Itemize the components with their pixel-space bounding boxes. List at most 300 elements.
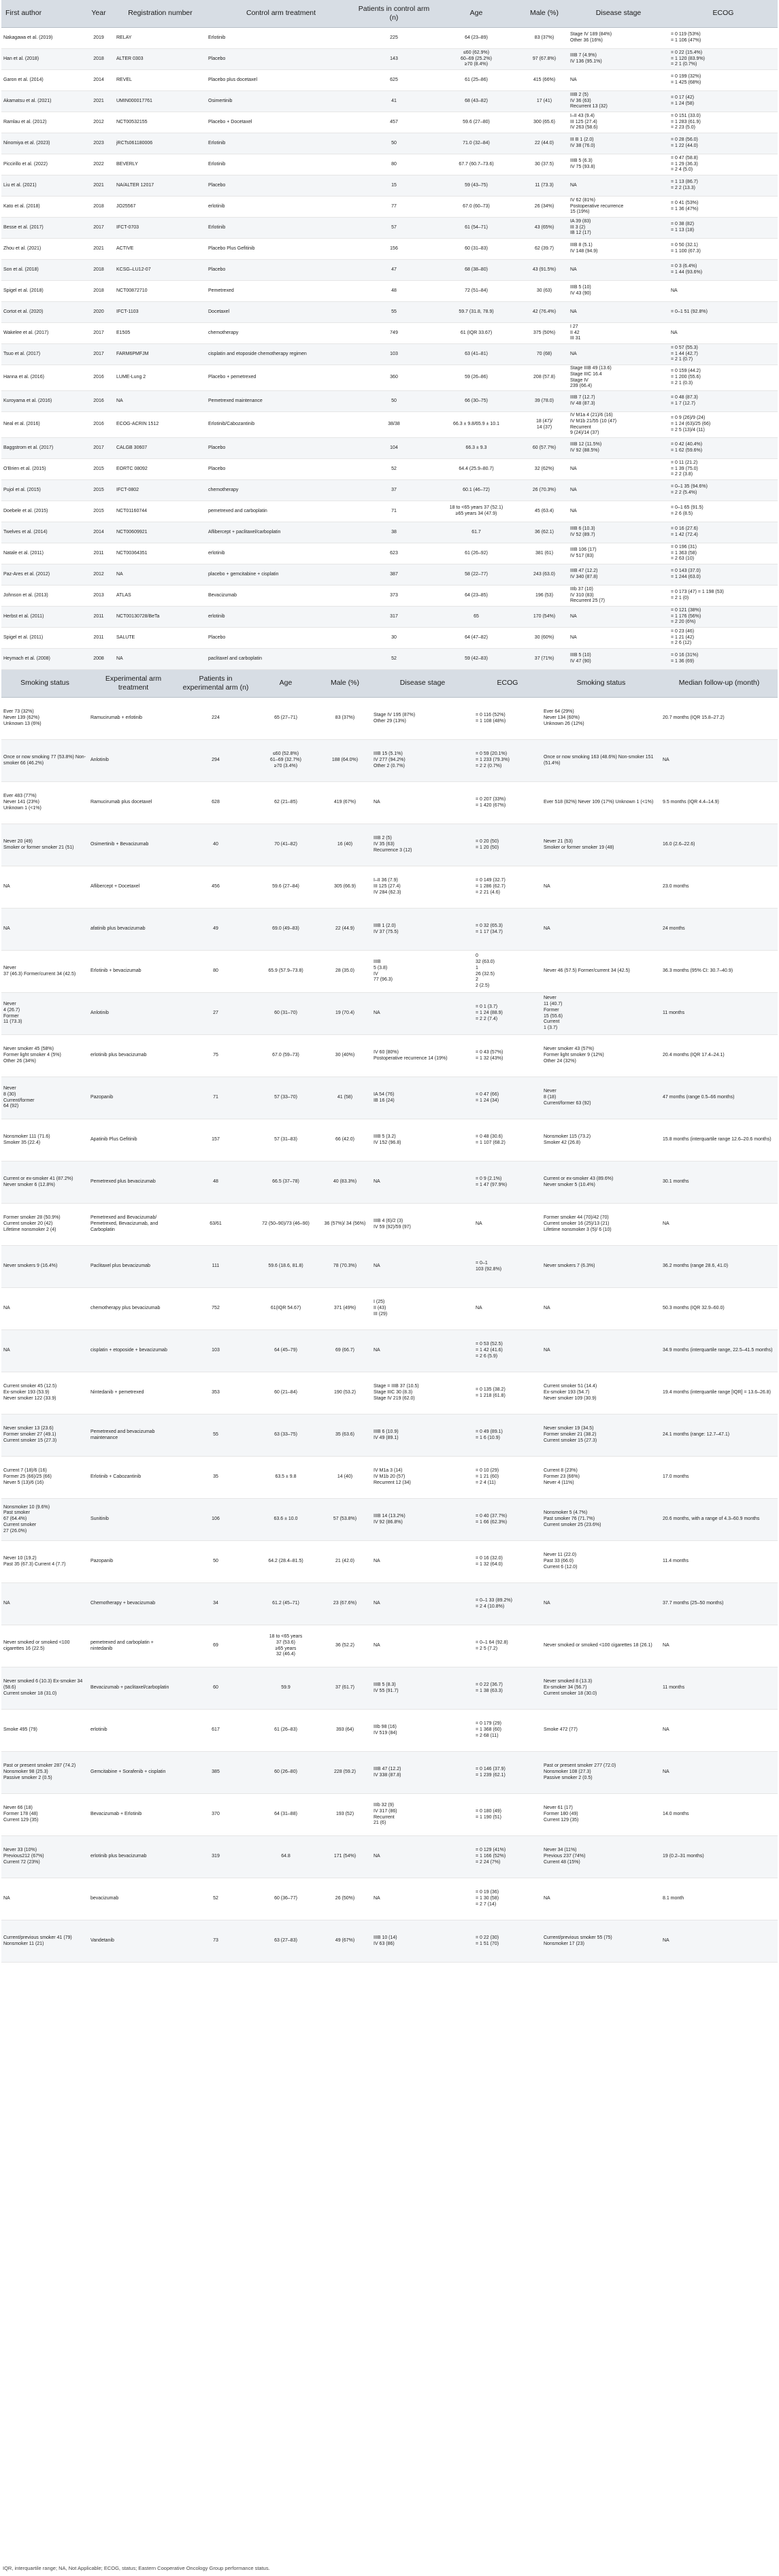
table-cell: LUME-Lung 2: [114, 365, 206, 391]
table-cell: 64 (45–79): [253, 1330, 318, 1372]
table-cell: 623: [356, 543, 432, 564]
table-cell: 64 (47–82): [432, 628, 520, 649]
table-cell: Pemetrexed plus bevacizumab: [88, 1162, 178, 1204]
table-cell: 66 (42.0): [318, 1119, 371, 1162]
table-cell: = 0 207 (33%) = 1 420 (67%): [474, 782, 542, 824]
table-experimental-arm: [1, 670, 778, 1963]
table-cell: = 0 53 (52.5) = 1 42 (41.6) = 2 6 (5.9): [474, 1330, 542, 1372]
table-cell: NA: [669, 323, 778, 344]
table-cell: 61.7: [432, 522, 520, 543]
table-cell: 60 (36–77): [253, 1878, 318, 1920]
table-cell: NCT00609921: [114, 522, 206, 543]
table-cell: = 0 57 (55.3) = 1 44 (42.7) = 2 1 (0.7): [669, 344, 778, 365]
table-cell: 17.0 months: [661, 1457, 778, 1499]
table-cell: NA: [1, 1878, 88, 1920]
table-row: [1, 740, 778, 782]
table-cell: 78 (70.3%): [318, 1246, 371, 1288]
table-row: [1, 824, 778, 866]
table-cell: O'Brien et al. (2015): [1, 459, 83, 480]
table-cell: 26 (34%): [520, 197, 568, 218]
table-cell: Never 61 (17) Former 180 (49) Current 129 (35): [542, 1794, 661, 1836]
table-cell: Pemetrexed and bevacizumab maintenance: [88, 1414, 178, 1457]
table-cell: 628: [178, 782, 253, 824]
table-cell: Osimertinib: [206, 91, 356, 112]
table-cell: 2011: [83, 628, 114, 649]
table-cell: 61 (IQR 33.67): [432, 323, 520, 344]
column-header: Patients in experimental arm (n): [178, 670, 253, 698]
table-cell: 2015: [83, 501, 114, 522]
table-cell: UMIN000017761: [114, 91, 206, 112]
table-cell: 37.7 months (25–50 months): [661, 1583, 778, 1625]
table-cell: 19.4 months (interquartile range [IQR] = 13.6–26.8): [661, 1372, 778, 1414]
table-cell: 38/38: [356, 412, 432, 438]
table-cell: 375 (50%): [520, 323, 568, 344]
table-cell: Anlotinib: [88, 740, 178, 782]
table-cell: Bevacizumab + paclitaxel/carboplatin: [88, 1667, 178, 1710]
table-cell: NA: [1, 866, 88, 909]
table-cell: = 0 59 (20.1%) = 1 233 (79.3%) = 2 2 (0.7%): [474, 740, 542, 782]
table-cell: NA: [568, 344, 669, 365]
table-cell: BEVERLY: [114, 154, 206, 175]
table-cell: 103: [356, 344, 432, 365]
table-cell: 43 (91.5%): [520, 260, 568, 281]
table-cell: Liu et al. (2021): [1, 175, 83, 197]
table-cell: 60 (31–70): [253, 993, 318, 1035]
table-cell: 9.5 months (IQR 4.4–14.9): [661, 782, 778, 824]
table-cell: bevacizumab: [88, 1878, 178, 1920]
table-cell: Erlotinib + Cabozantinib: [88, 1457, 178, 1499]
table-cell: = 0 135 (38.2) = 1 218 (61.8): [474, 1372, 542, 1414]
table-cell: 170 (54%): [520, 607, 568, 628]
table-cell: Once or now smoking 163 (48.6%) Non-smoker 151 (51.4%): [542, 740, 661, 782]
table-cell: = 0–1 35 (94.6%) = 2 2 (5.4%): [669, 480, 778, 501]
table-cell: 373: [356, 586, 432, 607]
table-cell: 156: [356, 239, 432, 260]
table-cell: chemotherapy: [206, 323, 356, 344]
table-cell: IIIB 1 (2.0) IV 37 (75.5): [371, 909, 474, 951]
table-cell: jRCTs061180006: [114, 133, 206, 154]
table-cell: 63/61: [178, 1204, 253, 1246]
table-cell: 64.8: [253, 1836, 318, 1878]
table-cell: ≤60 (52.8%) 61–69 (32.7%) ≥70 (3.4%): [253, 740, 318, 782]
table-cell: = 0 11 (21.2) = 1 39 (75.0) = 2 2 (3.8): [669, 459, 778, 480]
table-cell: 59.9: [253, 1667, 318, 1710]
table-cell: 66 (30–75): [432, 391, 520, 412]
table-cell: 71: [356, 501, 432, 522]
table-cell: 457: [356, 112, 432, 133]
table-cell: 73: [178, 1920, 253, 1963]
table-cell: = 0–1 64 (92.8) = 2 5 (7.2): [474, 1625, 542, 1667]
table-cell: = 0 180 (49) = 1 190 (51): [474, 1794, 542, 1836]
table-cell: IIIB 6 (10.3) IV 52 (89.7): [568, 522, 669, 543]
table-cell: 111: [178, 1246, 253, 1288]
table-cell: 625: [356, 70, 432, 91]
table-cell: = 0 9 (2.1%) = 1 47 (97.9%): [474, 1162, 542, 1204]
table-cell: 41 (58): [318, 1077, 371, 1119]
table-cell: 32 (62%): [520, 459, 568, 480]
table-cell: Never smoked 8 (13.3) Ex-smoker 34 (56.7) Current smoker 18 (30.0): [542, 1667, 661, 1710]
table-cell: 393 (64): [318, 1710, 371, 1752]
table-cell: 43 (65%): [520, 218, 568, 239]
table-row: [1, 951, 778, 993]
column-header: Registration number: [114, 0, 206, 28]
table-cell: 48: [178, 1162, 253, 1204]
table-cell: 317: [356, 607, 432, 628]
table-cell: 2016: [83, 391, 114, 412]
table-cell: Osimertinib + Bevacizumab: [88, 824, 178, 866]
table-cell: Current or ex-smoker 41 (87.2%) Never smoker 6 (12.8%): [1, 1162, 88, 1204]
table-cell: erlotinib: [206, 543, 356, 564]
table-cell: Never smoked or smoked <100 cigarettes 18 (26.1): [542, 1625, 661, 1667]
table-cell: Bevacizumab: [206, 586, 356, 607]
table-cell: 61 (26–83): [253, 1710, 318, 1752]
table-row: [1, 1162, 778, 1204]
table-cell: 38: [356, 522, 432, 543]
table-cell: 2018: [83, 260, 114, 281]
table-cell: = 0–1 103 (92.8%): [474, 1246, 542, 1288]
table-cell: Placebo plus docetaxel: [206, 70, 356, 91]
table-cell: Vandetanib: [88, 1920, 178, 1963]
table-row: [1, 1330, 778, 1372]
table-cell: Never 33 (10%) Previous212 (67%) Current 72 (23%): [1, 1836, 88, 1878]
table-cell: = 0 43 (57%) = 1 32 (43%): [474, 1035, 542, 1077]
table-cell: 50: [356, 133, 432, 154]
table-row: [1, 1541, 778, 1583]
table-cell: = 0 48 (87.3) = 1 7 (12.7): [669, 391, 778, 412]
table-cell: 749: [356, 323, 432, 344]
table-cell: 27: [178, 993, 253, 1035]
table-cell: = 0 16 (27.6) = 1 42 (72.4): [669, 522, 778, 543]
column-header: ECOG: [669, 0, 778, 28]
column-header: Experimental arm treatment: [88, 670, 178, 698]
table-cell: Johnson et al. (2013): [1, 586, 83, 607]
table-cell: 83 (37%): [520, 28, 568, 49]
table-cell: 2018: [83, 49, 114, 70]
table-cell: NA: [1, 1288, 88, 1330]
table-cell: Placebo + Docetaxel: [206, 112, 356, 133]
table-cell: NA: [661, 740, 778, 782]
table-row: [1, 49, 778, 70]
table-cell: = 0 50 (32.1) = 1 100 (67.3): [669, 239, 778, 260]
table-cell: = 0 49 (89.1) = 1 6 (10.9): [474, 1414, 542, 1457]
table-cell: 2014: [83, 522, 114, 543]
table-row: [1, 391, 778, 412]
table-cell: 2014: [83, 70, 114, 91]
table-cell: NA: [542, 1288, 661, 1330]
table-cell: Current/previous smoker 41 (79) Nonsmoker 11 (21): [1, 1920, 88, 1963]
table-cell: IV 60 (80%) Postoperative recurrence 14 (19%): [371, 1035, 474, 1077]
table-cell: 16.0 (2.6–22.6): [661, 824, 778, 866]
table-cell: NA: [661, 1752, 778, 1794]
table-row: [1, 1920, 778, 1963]
table-cell: JO25567: [114, 197, 206, 218]
table-cell: 60 (26–80): [253, 1752, 318, 1794]
table-row: [1, 175, 778, 197]
table-cell: 45 (63.4): [520, 501, 568, 522]
table-row: [1, 218, 778, 239]
table-cell: 103: [178, 1330, 253, 1372]
table-cell: Hanna et al. (2016): [1, 365, 83, 391]
table-cell: 2017: [83, 323, 114, 344]
table-cell: Kato et al. (2018): [1, 197, 83, 218]
table-cell: 60.1 (46–72): [432, 480, 520, 501]
table-cell: 2018: [83, 197, 114, 218]
table-cell: 59 (43–75): [432, 175, 520, 197]
table-cell: 66.5 (37–78): [253, 1162, 318, 1204]
table-cell: Spigel et al. (2011): [1, 628, 83, 649]
table-cell: Past or present smoker 287 (74.2) Nonsmoker 98 (25.3) Passive smoker 2 (0.5): [1, 1752, 88, 1794]
table-cell: = 0 42 (40.4%) = 1 62 (59.6%): [669, 438, 778, 459]
table-cell: erlotinib: [88, 1710, 178, 1752]
table-cell: 8.1 month: [661, 1878, 778, 1920]
table-cell: 11 months: [661, 993, 778, 1035]
table-cell: 0 32 (63.0) 1 26 (32.5) 2 2 (2.5): [474, 951, 542, 993]
table-cell: Never 46 (57.5) Former/current 34 (42.5): [542, 951, 661, 993]
table-cell: Ninomiya et al. (2023): [1, 133, 83, 154]
table-cell: IIIB 7 (12.7) IV 48 (87.3): [568, 391, 669, 412]
table-cell: Doebele et al. (2015): [1, 501, 83, 522]
table-row: [1, 782, 778, 824]
table-cell: Never smokers 9 (16.4%): [1, 1246, 88, 1288]
table-row: [1, 480, 778, 501]
table-row: [1, 1499, 778, 1541]
table-cell: 2015: [83, 459, 114, 480]
table-cell: 65 (27–71): [253, 698, 318, 740]
table-cell: 68 (43–82): [432, 91, 520, 112]
table-cell: Former smoker 44 (70)/42 (70) Current smoker 16 (25)/13 (21) Lifetime nonsmoker 3 (5)/ 6 (10): [542, 1204, 661, 1246]
table-cell: = 0 3 (6.4%) = 1 44 (93.6%): [669, 260, 778, 281]
table-cell: = 0 32 (65.3) = 1 17 (34.7): [474, 909, 542, 951]
table-row: [1, 1414, 778, 1457]
table-cell: Nonsmoker 5 (4.7%) Past smoker 76 (71.7%) Current smoker 25 (23.6%): [542, 1499, 661, 1541]
table-cell: Placebo + pemetrexed: [206, 365, 356, 391]
table-row: [1, 564, 778, 586]
table-cell: E1505: [114, 323, 206, 344]
table-cell: Current or ex-smoker 43 (89.6%) Never smoker 5 (10.4%): [542, 1162, 661, 1204]
table-cell: = 0 196 (31) = 1 363 (58) = 2 63 (10): [669, 543, 778, 564]
table-row: [1, 344, 778, 365]
table-cell: Nintedanib + pemetrexed: [88, 1372, 178, 1414]
table-cell: 61(IQR 54.67): [253, 1288, 318, 1330]
table-cell: 49 (67%): [318, 1920, 371, 1963]
table-row: [1, 1372, 778, 1414]
table-cell: Past or present smoker 277 (72.0) Nonsmoker 108 (27.3) Passive smoker 2 (0.5): [542, 1752, 661, 1794]
table-cell: Tsuo et al. (2017): [1, 344, 83, 365]
table-cell: 35 (63.6): [318, 1414, 371, 1457]
table-cell: Never 34 (11%) Previous 237 (74%) Current 48 (15%): [542, 1836, 661, 1878]
table-row: [1, 281, 778, 302]
table-cell: 69 (66.7): [318, 1330, 371, 1372]
table-cell: 157: [178, 1119, 253, 1162]
table-cell: Placebo: [206, 49, 356, 70]
table-cell: NA: [568, 260, 669, 281]
table-cell: Placebo: [206, 438, 356, 459]
table-cell: 30 (63): [520, 281, 568, 302]
table-cell: NA: [542, 1878, 661, 1920]
table-cell: Ever 73 (32%) Never 139 (62%) Unknown 13 (6%): [1, 698, 88, 740]
table-cell: 419 (67%): [318, 782, 371, 824]
table-cell: 23 (67.6%): [318, 1583, 371, 1625]
table-cell: 62 (21–85): [253, 782, 318, 824]
table-cell: Placebo: [206, 260, 356, 281]
table-row: [1, 1457, 778, 1499]
table-cell: = 0 41 (53%) = 1 36 (47%): [669, 197, 778, 218]
table-cell: 40 (83.3%): [318, 1162, 371, 1204]
table-cell: = 0 40 (37.7%) = 1 66 (62.3%): [474, 1499, 542, 1541]
table-cell: NA: [542, 1583, 661, 1625]
table-cell: Never 20 (49) Smoker or former smoker 21 (51): [1, 824, 88, 866]
table-cell: = 0 16 (31%) = 1 36 (69): [669, 649, 778, 670]
table-cell: Current 7 (18)/6 (16) Former 25 (66)/25 (66) Never 5 (13)/6 (16): [1, 1457, 88, 1499]
table-cell: 30 (60%): [520, 628, 568, 649]
table-cell: 30 (40%): [318, 1035, 371, 1077]
table-cell: 30: [356, 628, 432, 649]
table-cell: 16 (40): [318, 824, 371, 866]
table-cell: 60: [178, 1667, 253, 1710]
table-cell: NA: [114, 391, 206, 412]
table-row: [1, 154, 778, 175]
column-header: Smoking status: [542, 670, 661, 698]
table-cell: EORTC 08092: [114, 459, 206, 480]
table-row: [1, 323, 778, 344]
table-cell: Never 8 (18) Current/former 63 (92): [542, 1077, 661, 1119]
table-cell: erlotinib plus bevacizumab: [88, 1035, 178, 1077]
table-cell: Sunitinib: [88, 1499, 178, 1541]
table-cell: 60 (31–83): [432, 239, 520, 260]
table-cell: Placebo: [206, 459, 356, 480]
table-row: [1, 866, 778, 909]
table-cell: Erlotinib: [206, 218, 356, 239]
table-cell: Cortot et al. (2020): [1, 302, 83, 323]
table-cell: IIIB 47 (12.2) IV 338 (87.8): [371, 1752, 474, 1794]
table-cell: = 0 48 (30.6) = 1 107 (68.2): [474, 1119, 542, 1162]
table-cell: IIIB 5 (6.3) IV 75 (93.8): [568, 154, 669, 175]
table-cell: 2015: [83, 480, 114, 501]
table-cell: 22 (44.9): [318, 909, 371, 951]
table-cell: 34.9 months (interquartile range, 22.5–41.5 months): [661, 1330, 778, 1372]
table-cell: Never smoker 13 (23.6) Former smoker 27 (49.1) Current smoker 15 (27.3): [1, 1414, 88, 1457]
table-cell: Never smoker 45 (58%) Former light smoker 4 (5%) Other 26 (34%): [1, 1035, 88, 1077]
table-cell: 67.0 (60–73): [432, 197, 520, 218]
table-cell: Gemcitabine + Sorafenib + cisplatin: [88, 1752, 178, 1794]
column-header: Disease stage: [371, 670, 474, 698]
table-cell: I 27 II 42 III 31: [568, 323, 669, 344]
table-cell: I (25) II (43) III (29): [371, 1288, 474, 1330]
table-cell: = 0–1 51 (92.8%): [669, 302, 778, 323]
table-cell: 2011: [83, 607, 114, 628]
table-cell: NA: [542, 1330, 661, 1372]
table-row: [1, 649, 778, 670]
table-cell: 63.6 ± 10.0: [253, 1499, 318, 1541]
table-cell: = 0 149 (32.7) = 1 286 (62.7) = 2 21 (4.6): [474, 866, 542, 909]
table-cell: 40: [178, 824, 253, 866]
table-cell: NA: [371, 1541, 474, 1583]
table-cell: Neal et al. (2016): [1, 412, 83, 438]
table-cell: Ramlau et al. (2012): [1, 112, 83, 133]
table-cell: 17 (41): [520, 91, 568, 112]
table-row: [1, 607, 778, 628]
table-cell: 11.4 months: [661, 1541, 778, 1583]
table-cell: 26 (50%): [318, 1878, 371, 1920]
table-cell: = 0 199 (32%) = 1 425 (68%): [669, 70, 778, 91]
table-cell: paclitaxel and carboplatin: [206, 649, 356, 670]
table-footnote: IQR, interquartile range; NA, Not Applicable; ECOG, status; Eastern Cooperative Oncology Group performance status.: [3, 2565, 270, 2571]
table-cell: 385: [178, 1752, 253, 1794]
table-cell: Paz-Ares et al. (2012): [1, 564, 83, 586]
table-cell: 55: [178, 1414, 253, 1457]
table-cell: 2017: [83, 218, 114, 239]
table-cell: Anlotinib: [88, 993, 178, 1035]
table-cell: Bevacizumab + Erlotinib: [88, 1794, 178, 1836]
table-cell: IIIB 2 (5) IV 35 (63) Recurrence 3 (12): [371, 824, 474, 866]
table-cell: RELAY: [114, 28, 206, 49]
table-row: [1, 628, 778, 649]
table-cell: IIIB 47 (12.2) IV 340 (87.8): [568, 564, 669, 586]
table-row: [1, 112, 778, 133]
table-cell: 208 (57.8): [520, 365, 568, 391]
table-cell: 64.4 (25.9–80.7): [432, 459, 520, 480]
table-cell: 77: [356, 197, 432, 218]
table-row: [1, 1077, 778, 1119]
table-cell: IIIB 5 (3.8) IV 77 (96.3): [371, 951, 474, 993]
table-cell: NA: [371, 1162, 474, 1204]
table-cell: = 0 173 (47) = 1 198 (53) = 2 1 (0): [669, 586, 778, 607]
table-cell: IIIB 7 (4.9%) IV 136 (95.1%): [568, 49, 669, 70]
table-cell: 34: [178, 1583, 253, 1625]
table-cell: 11 months: [661, 1667, 778, 1710]
table-cell: NCT00532155: [114, 112, 206, 133]
table-cell: 47: [356, 260, 432, 281]
table-cell: 21 (42.0): [318, 1541, 371, 1583]
table-cell: NA: [371, 1878, 474, 1920]
table-cell: 381 (61): [520, 543, 568, 564]
table-cell: 15: [356, 175, 432, 197]
table-cell: 63.5 ± 9.8: [253, 1457, 318, 1499]
table-cell: Stage IV 189 (84%) Other 36 (16%): [568, 28, 669, 49]
table-cell: IIIb 37 (10) IV 310 (83) Recurrent 25 (7): [568, 586, 669, 607]
table-cell: Piccirillo et al. (2022): [1, 154, 83, 175]
table-cell: 83 (37%): [318, 698, 371, 740]
table-cell: Aflibercept + Docetaxel: [88, 866, 178, 909]
table-cell: 80: [356, 154, 432, 175]
table-cell: NCT00872710: [114, 281, 206, 302]
table-cell: 188 (64.0%): [318, 740, 371, 782]
table-cell: 26 (70.3%): [520, 480, 568, 501]
table-cell: Never smoker 43 (57%) Former light smoker 9 (12%) Other 24 (32%): [542, 1035, 661, 1077]
table-cell: ATLAS: [114, 586, 206, 607]
column-header: First author: [1, 0, 83, 28]
table-cell: NA: [1, 1583, 88, 1625]
table-cell: 2023: [83, 133, 114, 154]
table-cell: = 0 23 (46) = 1 21 (42) = 2 6 (12): [669, 628, 778, 649]
table-cell: IIIB 2 (5) IV 36 (63) Recurrent 13 (32): [568, 91, 669, 112]
table-cell: = 0 22 (30) = 1 51 (70): [474, 1920, 542, 1963]
table-cell: 617: [178, 1710, 253, 1752]
table-cell: NA: [371, 1583, 474, 1625]
table-cell: SALUTE: [114, 628, 206, 649]
table-cell: REVEL: [114, 70, 206, 91]
table-cell: IFCT-1103: [114, 302, 206, 323]
table-cell: I–II 43 (9.4) III 125 (27.4) IV 263 (58.6): [568, 112, 669, 133]
table-cell: 59.7 (31.8, 78.9): [432, 302, 520, 323]
table-row: [1, 365, 778, 391]
table-cell: = 0 19 (36) = 1 30 (58) = 2 7 (14): [474, 1878, 542, 1920]
table-cell: Never smokers 7 (6.3%): [542, 1246, 661, 1288]
table-cell: IIIB 5 (3.2) IV 152 (96.8): [371, 1119, 474, 1162]
table-cell: Never 4 (26.7) Former 11 (73.3): [1, 993, 88, 1035]
table-cell: = 0 159 (44.2) = 1 200 (55.6) = 2 1 (0.3): [669, 365, 778, 391]
table-cell: Current smoker 51 (14.4) Ex-smoker 193 (54.7) Never smoker 109 (30.9): [542, 1372, 661, 1414]
